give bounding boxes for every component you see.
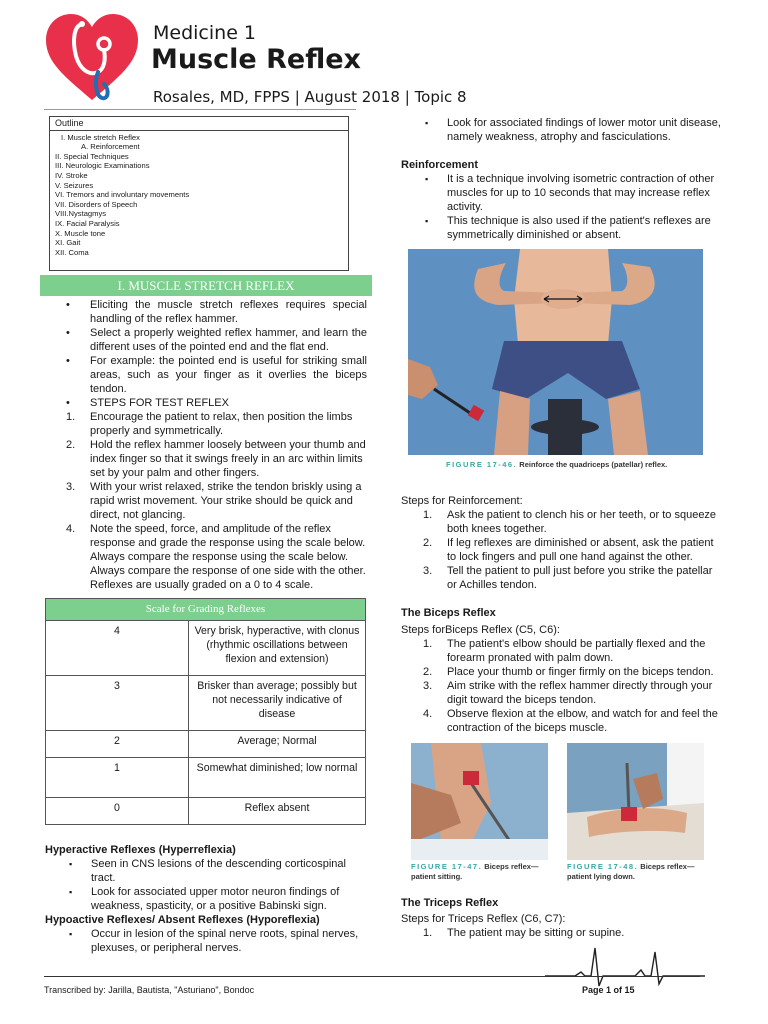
ecg-line-icon	[545, 944, 705, 989]
list-item: 4. Observe flexion at the elbow, and watch for and feel the contraction of the biceps muscle.	[423, 708, 718, 734]
list-item: ▪ Seen in CNS lesions of the descending corticospinal tract.	[69, 858, 346, 884]
list-item: 3. Tell the patient to pull just before you strike the patellar or Achilles tendon.	[423, 565, 713, 591]
outline-item: VIII.Nystagmys	[55, 209, 107, 219]
footer-divider	[44, 976, 700, 977]
list-item: 1. Encourage the patient to relax, then position the limbs properly and symmetrically.	[66, 411, 353, 437]
bullet-icon: •	[66, 299, 70, 311]
list-item: • STEPS FOR TEST REFLEX	[66, 397, 229, 409]
list-item: 3. Aim strike with the reflex hammer directly through your digit toward the biceps tendon.	[423, 680, 713, 706]
list-item: 1. The patient's elbow should be partially flexed and the forearm pronated with palm down.	[423, 638, 706, 664]
list-item: ▪ Look for associated upper motor neuron findings of weakness, spasticity, or a positive Babinski sign.	[69, 886, 340, 912]
heart-stethoscope-logo	[44, 10, 140, 106]
outline-box	[49, 116, 349, 271]
bullet-icon: •	[66, 327, 70, 339]
list-item: 4. Note the speed, force, and amplitude of the reflex response and grade the response using the scale below. Always compare the response using the scale below. Always compare the response of one side with the other. Reflexes are usually graded on a 0 to 4 scale.	[66, 523, 366, 591]
biceps-section	[401, 606, 721, 735]
grade-cell: 3	[46, 676, 189, 731]
steps-heading: Steps for Triceps Reflex (C6, C7):	[401, 913, 566, 925]
list-item: 2. Place your thumb or finger firmly on the biceps tendon.	[423, 666, 714, 678]
bullet-icon: ▪	[425, 216, 429, 226]
list-item: • Select a properly weighted reflex hammer, and learn the different uses of the pointed end and the flat end.	[66, 327, 367, 353]
list-item: 2. Hold the reflex hammer loosely between your thumb and index finger so that it swings freely in an arc within limits set by your palm and other fingers.	[66, 439, 366, 479]
table-row	[46, 731, 366, 758]
table-row	[46, 676, 366, 731]
table-row	[46, 621, 366, 676]
desc-cell: Very brisk, hyperactive, with clonus (rhythmic oscillations between flexion and extension)	[189, 621, 366, 676]
bullet-icon: ▪	[425, 118, 429, 128]
triceps-section	[401, 896, 721, 940]
steps-heading: Steps for Reinforcement:	[401, 495, 523, 507]
outline-item: VI. Tremors and involuntary movements	[55, 190, 190, 200]
grade-cell: 0	[46, 798, 189, 825]
outline-item: IV. Stroke	[55, 170, 88, 180]
header-divider	[44, 109, 356, 110]
reinforcement-photo	[408, 249, 703, 455]
figure-caption: FIGURE 17-47. Biceps reflex— patient sitting.	[411, 862, 539, 881]
reinforcement-steps	[401, 494, 721, 592]
reflex-grading-table	[45, 598, 366, 825]
outline-item: IX. Facial Paralysis	[55, 218, 120, 228]
outline-item: V. Seizures	[55, 180, 94, 190]
desc-cell: Average; Normal	[189, 731, 366, 758]
list-item: ▪ It is a technique involving isometric contraction of other muscles for up to 10 seconds that may increase reflex activity.	[425, 173, 715, 213]
hypo-heading: Hypoactive Reflexes/ Absent Reflexes (Hyporeflexia)	[45, 914, 320, 926]
table-row	[46, 758, 366, 798]
outline-item: VII. Disorders of Speech	[55, 199, 138, 209]
biceps-sitting-photo	[411, 743, 548, 860]
outline-item: XI. Gait	[55, 238, 81, 248]
outline-item: XII. Coma	[55, 247, 89, 257]
table-caption: Scale for Grading Reflexes	[46, 599, 366, 621]
reflex-abnormalities	[45, 843, 365, 955]
grade-cell: 1	[46, 758, 189, 798]
page-number: Page 1 of 15	[582, 985, 635, 995]
table-row	[46, 798, 366, 825]
outline-item: X. Muscle tone	[55, 228, 106, 238]
bullet-icon: •	[66, 397, 70, 409]
outline-item: II. Special Techniques	[55, 151, 129, 161]
triceps-heading: The Triceps Reflex	[401, 897, 499, 909]
list-item: 1. Ask the patient to clench his or her teeth, or to squeeze both knees together.	[423, 509, 717, 535]
list-item: 3. With your wrist relaxed, strike the tendon briskly using a rapid wrist movement. Your strike should be quick and direct, not glancing.	[66, 481, 362, 521]
bullet-icon: •	[66, 355, 70, 367]
steps-heading: Steps forBiceps Reflex (C5, C6):	[401, 624, 560, 636]
section-banner: I. MUSCLE STRETCH REFLEX	[40, 275, 372, 296]
course-name: Medicine 1	[153, 22, 257, 44]
desc-cell: Reflex absent	[189, 798, 366, 825]
list-item: • Eliciting the muscle stretch reflexes requires special handling of the reflex hammer.	[66, 299, 367, 325]
section1-bullets	[60, 298, 367, 396]
list-item: ▪ This technique is also used if the patient's reflexes are symmetrically diminished or absent.	[425, 215, 711, 241]
reinforcement-section	[401, 158, 721, 242]
outline-heading: Outline	[50, 119, 348, 131]
hyper-heading: Hyperactive Reflexes (Hyperreflexia)	[45, 844, 236, 856]
bullet-icon: ▪	[69, 929, 73, 939]
bullet-icon: ▪	[69, 887, 73, 897]
outline-item: I. Muscle stretch Reflex	[61, 132, 140, 142]
list-item: 1. The patient may be sitting or supine.	[423, 927, 625, 939]
page-title: Muscle Reflex	[151, 44, 361, 75]
outline-item: A. Reinforcement	[81, 142, 140, 152]
list-item: ▪ Look for associated findings of lower motor unit disease, namely weakness, atrophy and fasciculations.	[425, 117, 721, 143]
footer-transcribers: Transcribed by: Jarilla, Bautista, "Asturiano", Bondoc	[44, 985, 255, 995]
lmn-findings	[401, 116, 721, 144]
desc-cell: Somewhat diminished; low normal	[189, 758, 366, 798]
figure-caption: FIGURE 17-48. Biceps reflex— patient lying down.	[567, 862, 695, 881]
bullet-icon: ▪	[69, 859, 73, 869]
desc-cell: Brisker than average; possibly but not necessarily indicative of disease	[189, 676, 366, 731]
test-reflex-steps	[66, 396, 366, 592]
list-item: 2. If leg reflexes are diminished or absent, ask the patient to lock fingers and pull one hand against the other.	[423, 537, 714, 563]
byline: Rosales, MD, FPPS | August 2018 | Topic 8	[153, 88, 467, 106]
reinforcement-heading: Reinforcement	[401, 159, 479, 171]
biceps-heading: The Biceps Reflex	[401, 607, 496, 619]
list-item: ▪ Occur in lesion of the spinal nerve roots, spinal nerves, plexuses, or peripheral nerves.	[69, 928, 359, 954]
grade-cell: 4	[46, 621, 189, 676]
biceps-lying-photo	[567, 743, 704, 860]
list-item: • For example: the pointed end is useful for striking small areas, such as your finger as it overlies the biceps tendon.	[66, 355, 367, 395]
grade-cell: 2	[46, 731, 189, 758]
figure-caption: FIGURE 17-46. Reinforce the quadriceps (patellar) reflex.	[446, 460, 668, 469]
bullet-icon: ▪	[425, 174, 429, 184]
outline-item: III. Neurologic Examinations	[55, 161, 150, 171]
